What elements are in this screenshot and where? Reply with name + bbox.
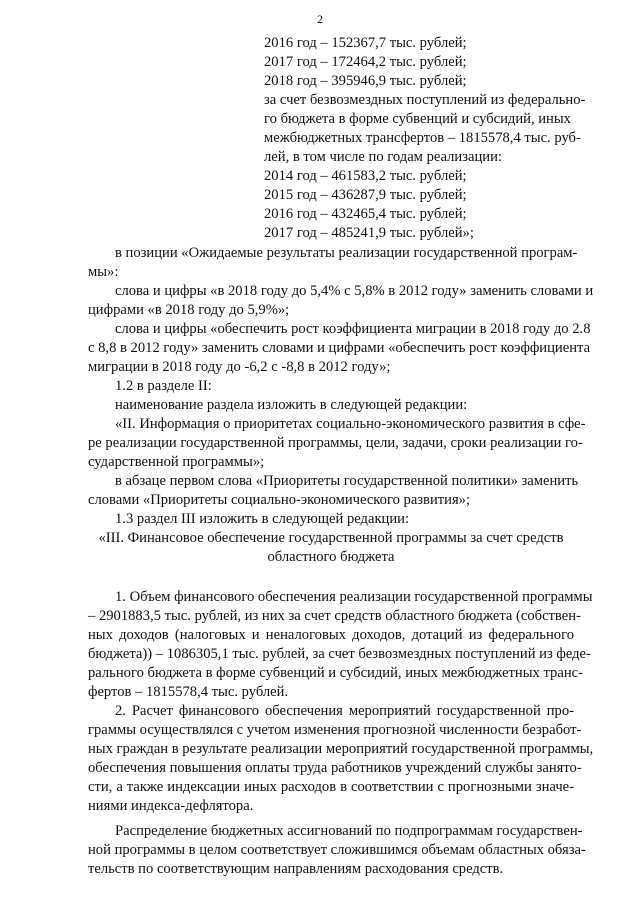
budget-year-line: 2018 год – 395946,9 тыс. рублей; — [264, 73, 467, 89]
words-replace-2: с 8,8 в 2012 году» заменить словами и цифрами «обеспечить рост коэффициента — [88, 340, 591, 356]
federal-intro-line: лей, в том числе по годам реализации: — [264, 149, 502, 165]
federal-intro-line: за счет безвозмездных поступлений из федерально- — [264, 92, 586, 108]
words-replace-1: цифрами «в 2018 году до 5,9%»; — [88, 302, 290, 318]
paragraph-1-line: ных доходов (налоговых и неналоговых доходов, дотаций из федерального — [88, 627, 574, 643]
page-number: 2 — [317, 12, 323, 26]
paragraph-1-line: фертов – 1815578,4 тыс. рублей. — [88, 684, 289, 700]
section-3-heading: 1.3 раздел III изложить в следующей редакции: — [115, 511, 410, 527]
paragraph-1-line: бюджета)) – 1086305,1 тыс. рублей, за счет безвозмездных поступлений из феде- — [88, 646, 591, 662]
section-2-quote: сударственной программы»; — [88, 454, 265, 470]
words-replace-2: слова и цифры «обеспечить рост коэффициента миграции в 2018 году до 2.8 — [115, 321, 591, 337]
section-2-heading: 1.2 в разделе II: — [115, 378, 212, 394]
expected-results-line: в позиции «Ожидаемые результаты реализации государственной програм- — [115, 245, 578, 261]
paragraph-2-line: обеспечения повышения оплаты труда работников учреждений службы занято- — [88, 760, 582, 776]
section-2-quote: ре реализации государственной программы, цели, задачи, сроки реализации го- — [88, 435, 583, 451]
federal-year-line: 2015 год – 436287,9 тыс. рублей; — [264, 187, 467, 203]
section-2-quote: «II. Информация о приоритетах социально-экономического развития в сфе- — [115, 416, 586, 432]
federal-year-line: 2014 год – 461583,2 тыс. рублей; — [264, 168, 467, 184]
budget-year-line: 2016 год – 152367,7 тыс. рублей; — [264, 35, 467, 51]
words-replace-1: слова и цифры «в 2018 году до 5,4% с 5,8% в 2012 году» заменить словами и — [115, 283, 594, 299]
expected-results-line: мы»: — [88, 264, 119, 280]
federal-year-line: 2017 год – 485241,9 тыс. рублей»; — [264, 225, 474, 241]
paragraph-2-line: сти, а также индексации иных расходов в соответствии с прогнозными значе- — [88, 779, 574, 795]
federal-intro-line: межбюджетных трансфертов – 1815578,4 тыс. руб- — [264, 130, 581, 146]
paragraph-2-line: 2. Расчет финансового обеспечения мероприятий государственной про- — [115, 703, 574, 719]
section-3-title: областного бюджета — [267, 549, 395, 565]
paragraph-3-line: ной программы в целом соответствует сложившимся объемам областных обяза- — [88, 842, 586, 858]
paragraph-1-line: рального бюджета в форме субвенций и субсидий, иных межбюджетных транс- — [88, 665, 583, 681]
section-2-paragraph: словами «Приоритеты социально-экономического развития»; — [88, 492, 471, 508]
federal-year-line: 2016 год – 432465,4 тыс. рублей; — [264, 206, 467, 222]
budget-year-line: 2017 год – 172464,2 тыс. рублей; — [264, 54, 467, 70]
section-3-title: «III. Финансовое обеспечение государственной программы за счет средств — [98, 530, 564, 546]
paragraph-2-line: граммы осуществлялся с учетом изменения прогнозной численности безработ- — [88, 722, 582, 738]
paragraph-1-line: 1. Объем финансового обеспечения реализации государственной программы — [115, 589, 593, 605]
paragraph-3-line: тельств по соответствующим направлениям расходования средств. — [88, 861, 504, 877]
words-replace-2: миграции в 2018 году до -6,2 с -8,8 в 2012 году»; — [88, 359, 391, 375]
paragraph-2-line: ниями индекса-дефлятора. — [88, 798, 254, 814]
section-2-paragraph: в абзаце первом слова «Приоритеты государственной политики» заменить — [115, 473, 579, 489]
paragraph-1-line: – 2901883,5 тыс. рублей, из них за счет средств областного бюджета (собствен- — [88, 608, 581, 624]
section-2-name-intro: наименование раздела изложить в следующей редакции: — [115, 397, 468, 413]
paragraph-2-line: ных граждан в результате реализации мероприятий государственной программы, — [88, 741, 594, 757]
paragraph-3-line: Распределение бюджетных ассигнований по подпрограммам государствен- — [115, 823, 583, 839]
federal-intro-line: го бюджета в форме субвенций и субсидий, иных — [264, 111, 571, 127]
